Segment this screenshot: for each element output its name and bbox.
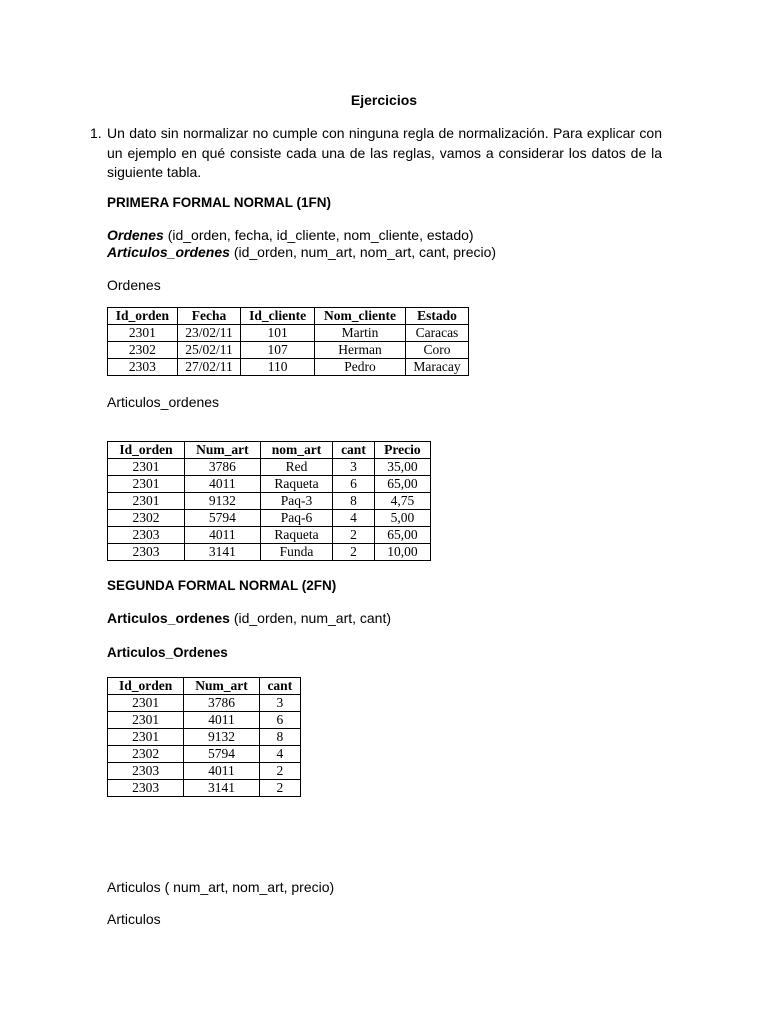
- label-articulos-ordenes: Articulos_ordenes: [107, 394, 220, 410]
- label-ordenes: Ordenes: [107, 277, 161, 293]
- table-row: [108, 780, 301, 797]
- table-cell: 4,75: [374, 493, 430, 510]
- table-cell: 27/02/11: [177, 359, 240, 376]
- table-cell: 3: [333, 459, 375, 476]
- table-cell: 2301: [108, 476, 185, 493]
- page-title: Ejercicios: [350, 92, 418, 108]
- table-cell: 10,00: [374, 544, 430, 561]
- column-header: cant: [333, 442, 375, 459]
- column-header: Num_art: [184, 678, 259, 695]
- column-header: Nom_cliente: [315, 308, 406, 325]
- table-row: [108, 325, 469, 342]
- table-cell: 2301: [108, 729, 184, 746]
- table-cell: 23/02/11: [177, 325, 240, 342]
- table-cell: 9132: [184, 493, 260, 510]
- table-cell: 35,00: [374, 459, 430, 476]
- table-header-row: [108, 678, 301, 695]
- table-row: [108, 544, 431, 561]
- table-cell: 2303: [108, 359, 178, 376]
- schema-articulos-ordenes-name: Articulos_ordenes: [107, 244, 230, 260]
- label-articulos-ordenes-2fn: Articulos_Ordenes: [107, 645, 228, 660]
- table-cell: 3141: [184, 544, 260, 561]
- table-cell: 107: [241, 342, 315, 359]
- table-cell: Martin: [315, 325, 406, 342]
- table-cell: 8: [333, 493, 375, 510]
- table-row: [108, 729, 301, 746]
- table-cell: 6: [259, 712, 300, 729]
- table-cell: 4: [333, 510, 375, 527]
- table-cell: 4011: [184, 476, 260, 493]
- table-cell: 4011: [184, 763, 259, 780]
- table-cell: 4011: [184, 712, 259, 729]
- table-cell: 9132: [184, 729, 259, 746]
- schema-ordenes-name: Ordenes: [107, 227, 164, 243]
- table-cell: 5794: [184, 510, 260, 527]
- table-cell: 65,00: [374, 476, 430, 493]
- column-header: Num_art: [184, 442, 260, 459]
- table-ordenes: [107, 307, 469, 376]
- schema-ordenes-attrs: (id_orden, fecha, id_cliente, nom_cliente, estado): [163, 227, 474, 243]
- column-header: Id_cliente: [241, 308, 315, 325]
- schema-2fn-articulos-ordenes: [107, 610, 391, 626]
- table-cell: 3786: [184, 695, 259, 712]
- table-cell: 2: [259, 763, 300, 780]
- list-item-1: [90, 124, 662, 183]
- table-row: [108, 459, 431, 476]
- table-header-row: [108, 442, 431, 459]
- table-cell: Pedro: [315, 359, 406, 376]
- table-cell: 4: [259, 746, 300, 763]
- table-row: [108, 712, 301, 729]
- table-cell: Coro: [405, 342, 468, 359]
- schema-articulos: Articulos ( num_art, nom_art, precio): [107, 879, 335, 895]
- table-row: [108, 695, 301, 712]
- table-cell: 2302: [108, 510, 185, 527]
- table-row: [108, 763, 301, 780]
- schema-2fn-attrs: (id_orden, num_art, cant): [229, 610, 392, 626]
- table-cell: 2301: [108, 325, 178, 342]
- table-cell: 5,00: [374, 510, 430, 527]
- heading-1fn: PRIMERA FORMAL NORMAL (1FN): [107, 195, 331, 210]
- table-cell: Raqueta: [260, 527, 332, 544]
- table-cell: 2303: [108, 544, 185, 561]
- table-cell: 2302: [108, 342, 178, 359]
- heading-2fn: SEGUNDA FORMAL NORMAL (2FN): [107, 578, 337, 593]
- table-cell: 2: [333, 544, 375, 561]
- table-row: [108, 746, 301, 763]
- column-header: Fecha: [177, 308, 240, 325]
- table-cell: 6: [333, 476, 375, 493]
- table-cell: Herman: [315, 342, 406, 359]
- table-row: [108, 510, 431, 527]
- table-cell: 2301: [108, 493, 185, 510]
- table-cell: 5794: [184, 746, 259, 763]
- table-cell: 3141: [184, 780, 259, 797]
- table-row: [108, 359, 469, 376]
- table-cell: Raqueta: [260, 476, 332, 493]
- table-cell: 2: [333, 527, 375, 544]
- table-articulos-ordenes-2fn: [107, 677, 301, 797]
- list-item-number: 1.: [90, 125, 102, 141]
- table-row: [108, 527, 431, 544]
- table-cell: 65,00: [374, 527, 430, 544]
- table-row: [108, 476, 431, 493]
- schema-2fn-name: Articulos_ordenes: [107, 610, 230, 626]
- schema-articulos-ordenes-attrs: (id_orden, num_art, nom_art, cant, precio): [229, 244, 497, 260]
- column-header: nom_art: [260, 442, 332, 459]
- table-cell: 25/02/11: [177, 342, 240, 359]
- column-header: Id_orden: [108, 442, 185, 459]
- column-header: Precio: [374, 442, 430, 459]
- table-cell: 2302: [108, 746, 184, 763]
- table-cell: 2303: [108, 780, 184, 797]
- table-cell: Funda: [260, 544, 332, 561]
- schema-articulos-ordenes: [107, 244, 496, 260]
- table-cell: 2301: [108, 712, 184, 729]
- column-header: Id_orden: [108, 678, 184, 695]
- table-cell: 2301: [108, 459, 185, 476]
- table-cell: 2301: [108, 695, 184, 712]
- table-cell: 4011: [184, 527, 260, 544]
- table-cell: Red: [260, 459, 332, 476]
- table-cell: 110: [241, 359, 315, 376]
- table-cell: 101: [241, 325, 315, 342]
- table-cell: Paq-3: [260, 493, 332, 510]
- table-cell: Maracay: [405, 359, 468, 376]
- table-row: [108, 493, 431, 510]
- column-header: cant: [259, 678, 300, 695]
- table-row: [108, 342, 469, 359]
- list-item-text: Un dato sin normalizar no cumple con ninguna regla de normalización. Para explicar con un ejemplo en qué consiste cada una de las reglas, vamos a considerar los datos de la siguiente tabla.: [107, 125, 662, 180]
- table-cell: 3786: [184, 459, 260, 476]
- table-cell: 3: [259, 695, 300, 712]
- table-cell: Caracas: [405, 325, 468, 342]
- table-cell: Paq-6: [260, 510, 332, 527]
- column-header: Id_orden: [108, 308, 178, 325]
- label-articulos: Articulos: [107, 911, 161, 927]
- table-articulos-ordenes: [107, 441, 431, 561]
- table-cell: 2303: [108, 763, 184, 780]
- table-cell: 2: [259, 780, 300, 797]
- table-header-row: [108, 308, 469, 325]
- table-cell: 2303: [108, 527, 185, 544]
- schema-ordenes: [107, 227, 474, 243]
- column-header: Estado: [405, 308, 468, 325]
- table-cell: 8: [259, 729, 300, 746]
